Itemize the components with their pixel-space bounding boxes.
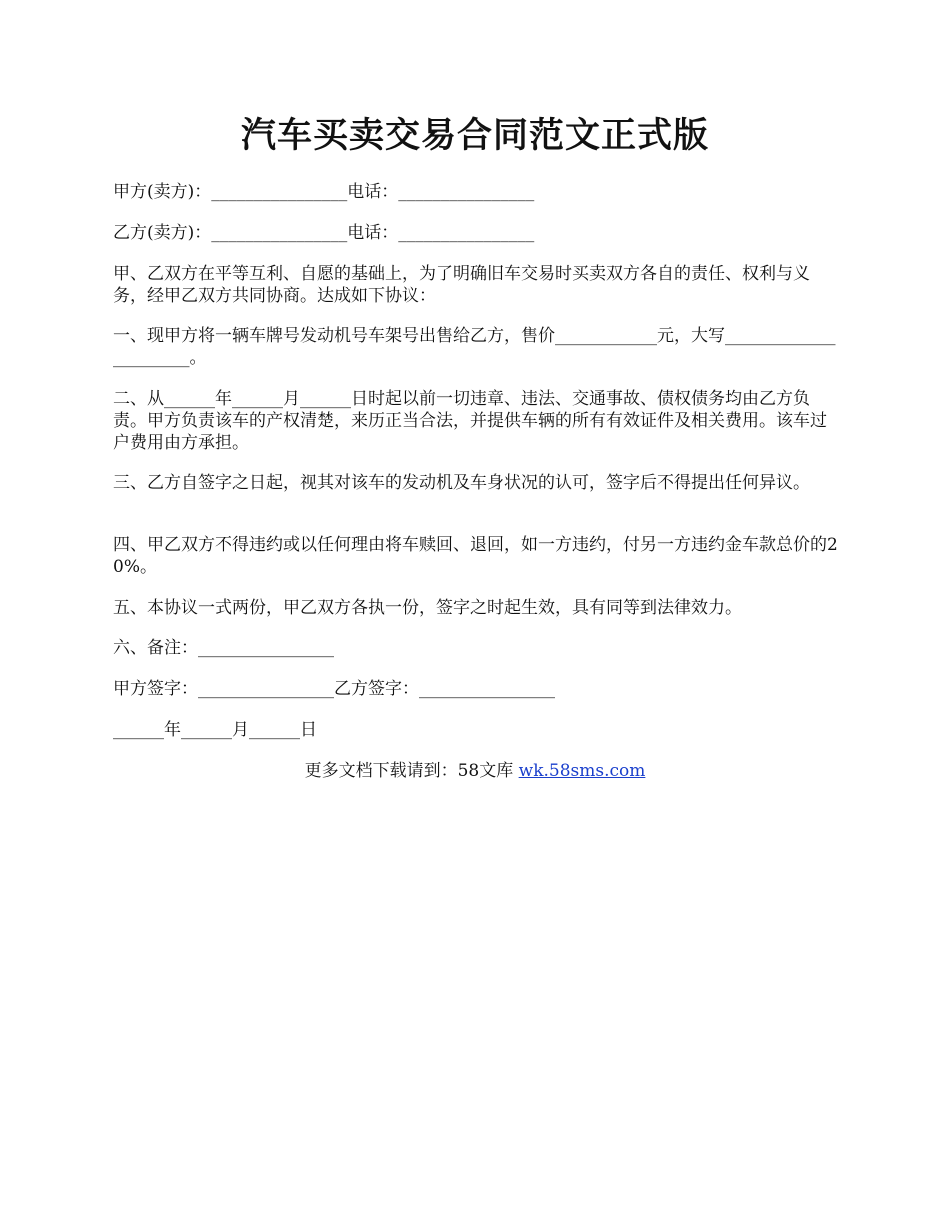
clause-3: 三、乙方自签字之日起，视其对该车的发动机及车身状况的认可，签字后不得提出任何异议。	[113, 473, 810, 493]
intro-paragraph: 甲、乙双方在平等互利、自愿的基础上，为了明确旧车交易时买卖双方各自的责任、权利与义务，经甲乙双方共同协商。达成如下协议：	[113, 264, 810, 306]
clause-5: 五、本协议一式两份，甲乙双方各执一份，签字之时起生效，具有同等到法律效力。	[113, 598, 742, 618]
footer-prefix: 更多文档下载请到：58文库	[304, 761, 519, 781]
document-title: 汽车买卖交易合同范文正式版	[240, 115, 709, 156]
clause-1: 一、现甲方将一辆车牌号发动机号车架号出售给乙方，售价____________元，大写______________________。	[113, 326, 836, 368]
clause-6-remarks: 六、备注：________________	[113, 638, 334, 658]
download-footer	[0, 760, 950, 782]
party-a-line: 甲方(卖方)：________________电话：________________	[113, 182, 535, 202]
clause-4: 四、甲乙双方不得违约或以任何理由将车赎回、退回，如一方违约，付另一方违约金车款总价的20%。	[113, 535, 838, 577]
date-line: ______年______月______日	[113, 720, 317, 740]
signature-line: 甲方签字：________________乙方签字：________________	[113, 679, 555, 699]
footer-link[interactable]: wk.58sms.com	[518, 761, 646, 781]
clause-2: 二、从______年______月______日时起以前一切违章、违法、交通事故、债权债务均由乙方负责。甲方负责该车的产权清楚，来历正当合法，并提供车辆的所有有效证件及相关费用。该车过户费用由方承担。	[113, 389, 827, 453]
party-b-line: 乙方(卖方)：________________电话：________________	[113, 223, 535, 243]
